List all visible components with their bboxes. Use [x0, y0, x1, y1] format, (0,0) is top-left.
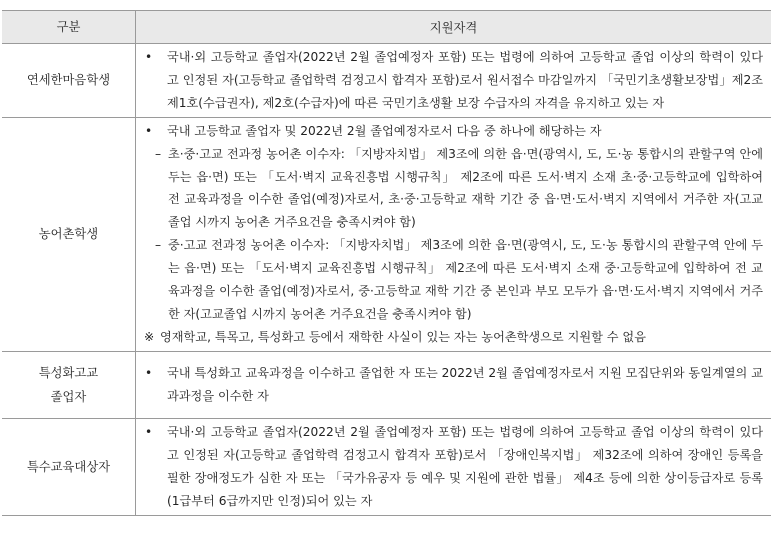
note-text: 영재학교, 특목고, 특성화고 등에서 재학한 사실이 있는 자는 농어촌학생으로 지원할 수 없음	[160, 329, 646, 344]
header-category: 구분	[2, 11, 136, 44]
bullet-text: 국내 고등학교 졸업자 및 2022년 2월 졸업예정자로서 다음 중 하나에 해당하는 자	[167, 123, 602, 138]
bullet-icon: •	[145, 424, 153, 439]
row-qualification	[136, 351, 772, 418]
row-qualification	[136, 117, 772, 351]
bullet-text: 국내·외 고등학교 졸업자(2022년 2월 졸업예정자 포함) 또는 법령에 의하여 고등학교 졸업 이상의 학력이 있다고 인정된 자(고등학교 졸업학력 검정고시 합격자 포함)로서 원서접수 마감일까지 「국민기초생활보장법」제2조 제1호(수급권자), 제2호(수급자)에 따른 국민기초생활 보장 수급자의 자격을 유지하고 있는 자	[167, 50, 763, 110]
bullet-icon: •	[145, 123, 153, 138]
table-row	[2, 351, 771, 418]
bullet-text: 국내·외 고등학교 졸업자(2022년 2월 졸업예정자 포함) 또는 법령에 의하여 고등학교 졸업 이상의 학력이 있다고 인정된 자(고등학교 졸업학력 검정고시 합격자 포함)로서 「장애인복지법」 제32조에 의하여 장애인 등록을 필한 장애정도가 심한 자 또는 「국가유공자 등 예우 및 지원에 관한 법률」 제4조 등에 의한 상이등급자로 등록(1급부터 6급까지만 인정)되어 있는 자	[167, 424, 763, 508]
sub-item	[144, 143, 763, 235]
bullet-icon: •	[145, 365, 153, 380]
bullet-icon: •	[145, 50, 153, 64]
dash-icon: –	[155, 146, 162, 161]
row-category-line: 특성화고교	[38, 365, 99, 380]
bullet-item	[144, 120, 763, 143]
sub-item-text: 중·고교 전과정 농어촌 이수자: 「지방자치법」 제3조에 의한 읍·면(광역시, 도, 도·농 통합시의 관할구역 안에 두는 읍·면) 또는 「도서·벽지 교육진흥법 시행규칙」 제2조에 따른 도서·벽지 소재 중·고등학교에 입학하여 전 교육과정을 이수한 졸업(예정)자로서, 중·고등학교 재학 기간 중 본인과 부모 모두가 읍·면·도서·벽지 지역에서 거주한 자(고교졸업 시까지 농어촌 거주요건을 충족시켜야 함)	[168, 238, 763, 321]
bullet-item	[144, 362, 763, 408]
row-category: 연세한마음학생	[2, 44, 136, 118]
table-row	[2, 44, 771, 118]
bullet-item	[144, 46, 763, 115]
qualification-table	[2, 10, 771, 516]
row-category	[2, 351, 136, 418]
bullet-item	[144, 421, 763, 513]
note	[144, 326, 763, 349]
row-category: 농어촌학생	[2, 117, 136, 351]
sub-item	[144, 234, 763, 326]
row-category-line: 졸업자	[50, 389, 87, 404]
row-qualification	[136, 44, 772, 118]
note-mark-icon: ※	[144, 329, 155, 344]
header-qualification: 지원자격	[136, 11, 772, 44]
table-header-row	[2, 11, 771, 44]
table-row	[2, 117, 771, 351]
bullet-text: 국내 특성화고 교육과정을 이수하고 졸업한 자 또는 2022년 2월 졸업예정자로서 지원 모집단위와 동일계열의 교과과정을 이수한 자	[167, 365, 763, 403]
dash-icon: –	[155, 238, 162, 253]
table-row	[2, 418, 771, 515]
sub-item-text: 초·중·고교 전과정 농어촌 이수자: 「지방자치법」 제3조에 의한 읍·면(광역시, 도, 도·농 통합시의 관할구역 안에 두는 읍·면) 또는 「도서·벽지 교육진흥법 시행규칙」 제2조에 따른 도서·벽지 소재 초·중·고등학교에 입학하여 전 교육과정을 이수한 졸업(예정)자로서, 초·중·고등학교 재학 기간 중 읍·면·도서·벽지 지역에서 거주한 자(고교졸업 시까지 농어촌 거주요건을 충족시켜야 함)	[168, 146, 763, 230]
row-qualification	[136, 418, 772, 515]
row-category: 특수교육대상자	[2, 418, 136, 515]
